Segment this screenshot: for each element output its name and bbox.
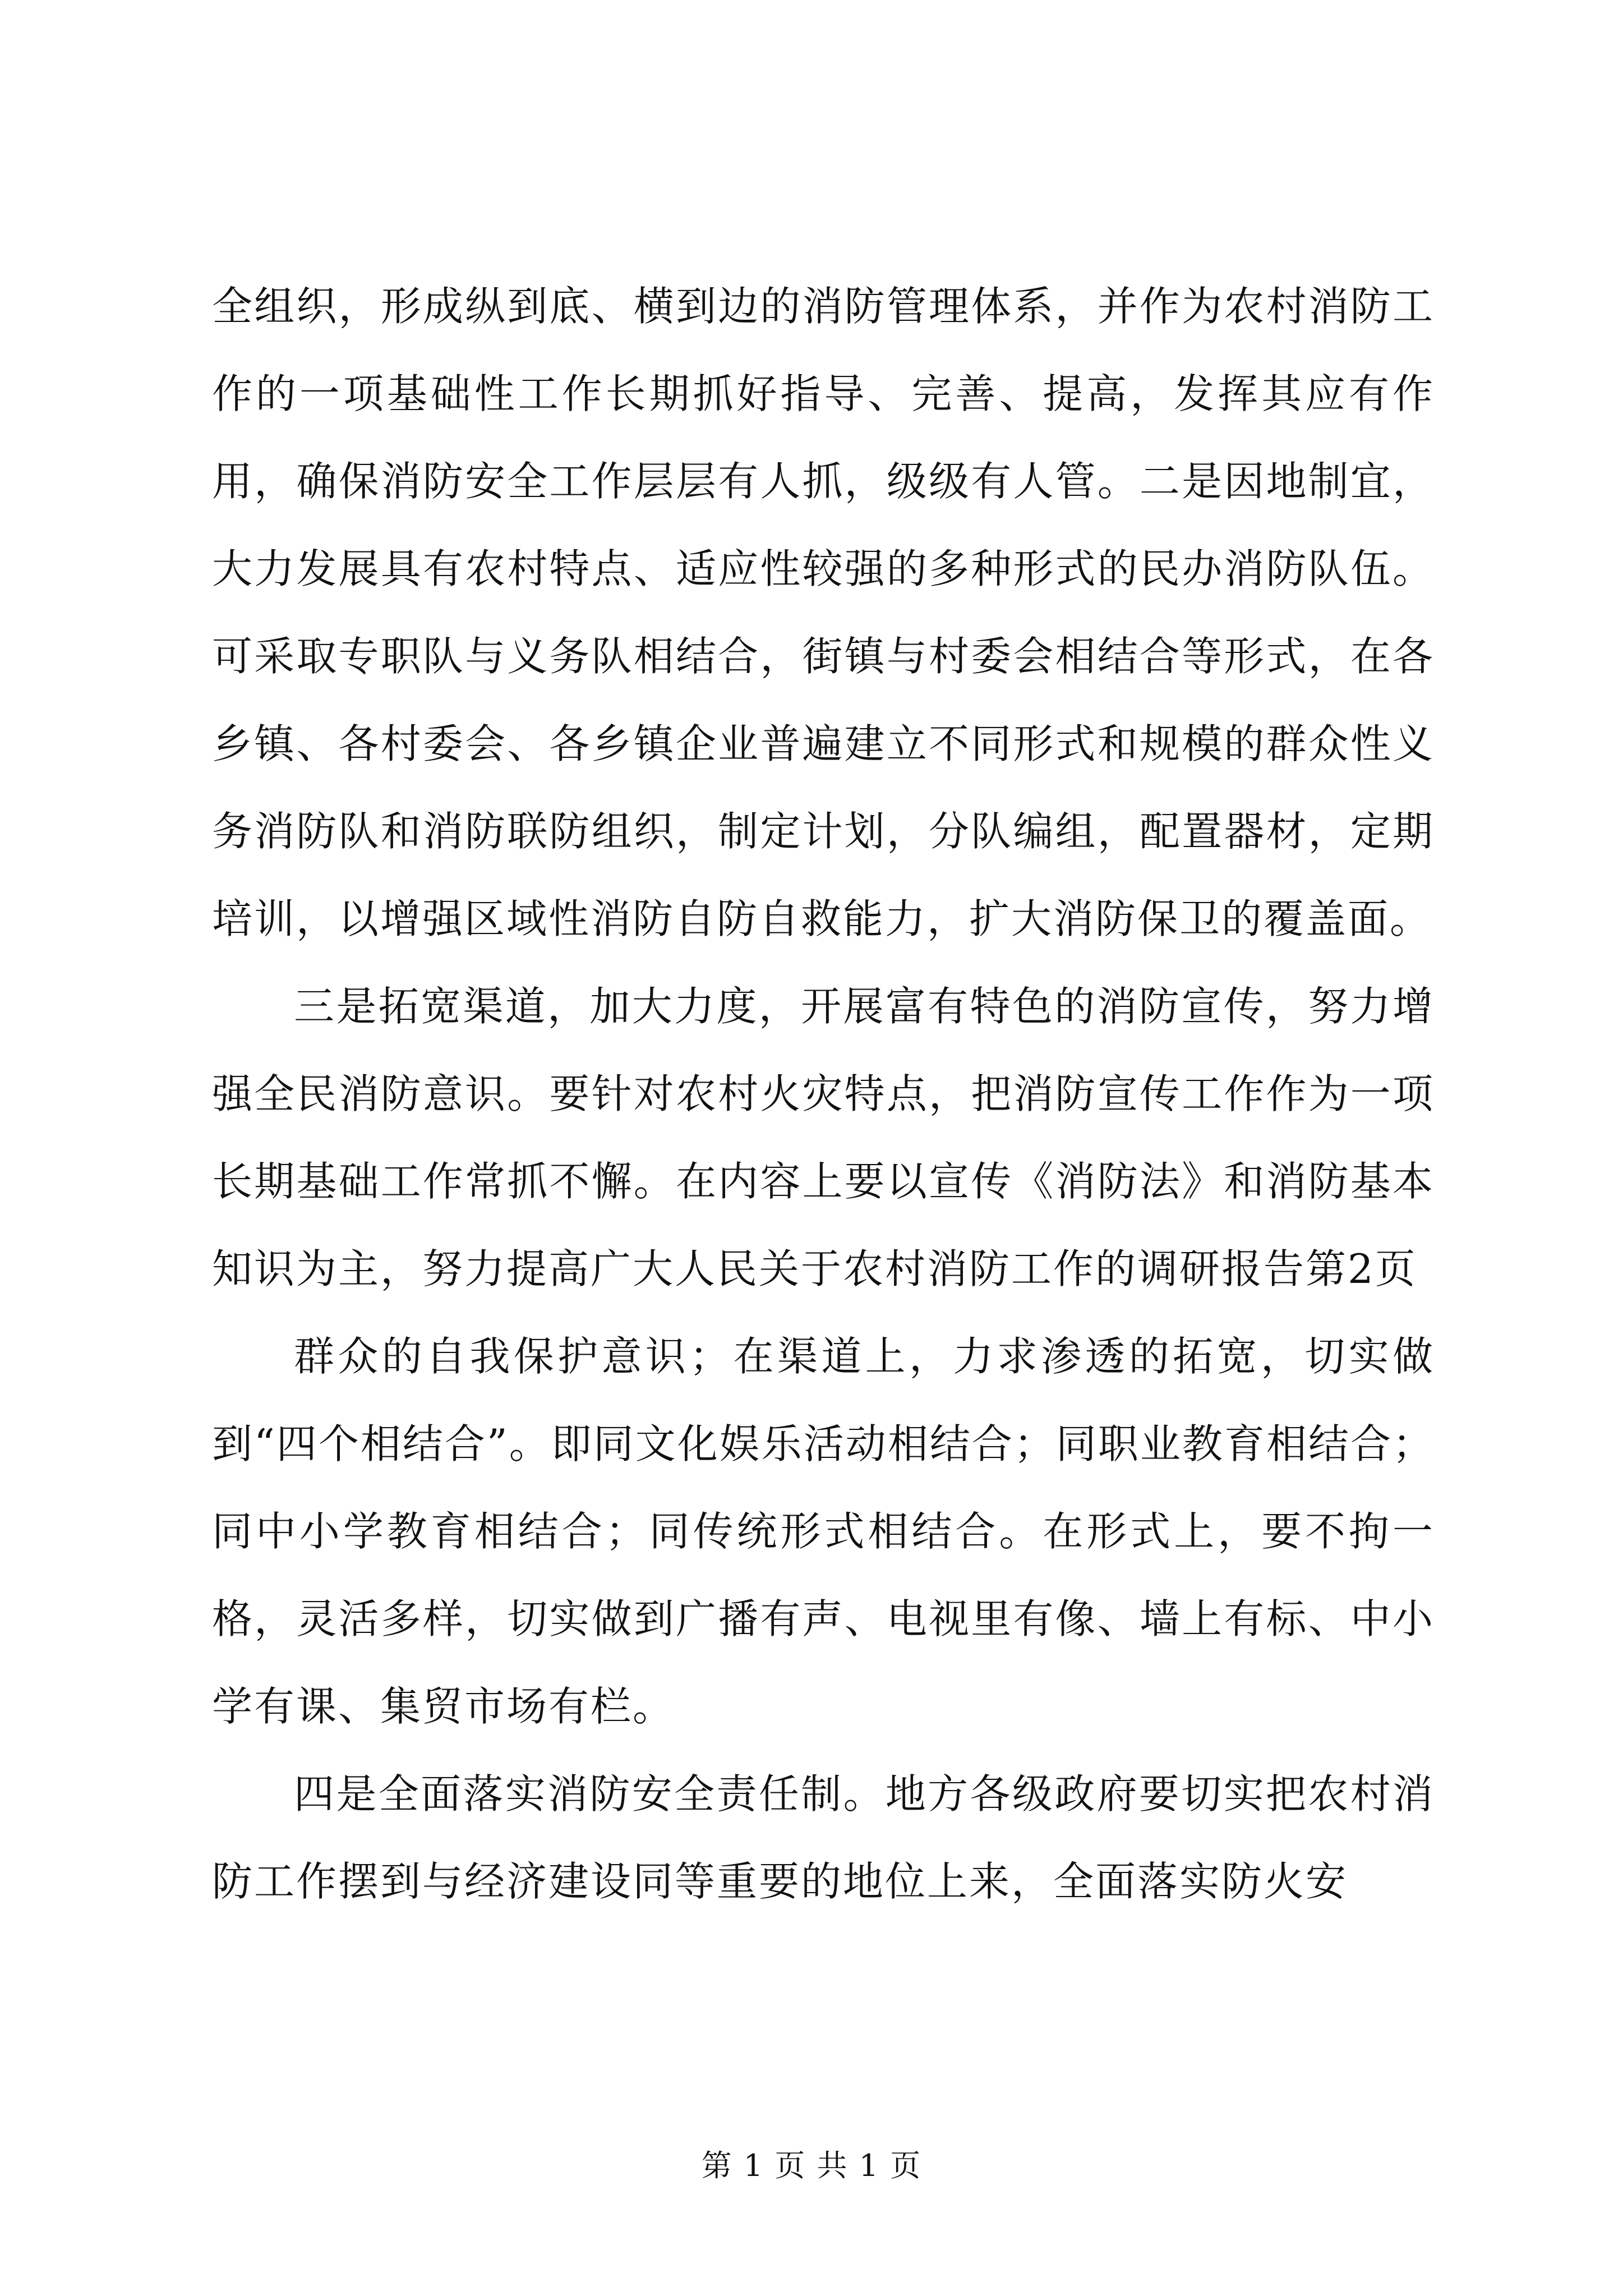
- document-body: [212, 263, 1435, 1925]
- paragraph-1: 全组织，形成纵到底、横到边的消防管理体系，并作为农村消防工作的一项基础性工作长期抓好指导、完善、提高，发挥其应有作用，确保消防安全工作层层有人抓，级级有人管。二是因地制宜，大力发展具有农村特点、适应性较强的多种形式的民办消防队伍。可采取专职队与义务队相结合，街镇与村委会相结合等形式，在各乡镇、各村委会、各乡镇企业普遍建立不同形式和规模的群众性义务消防队和消防联防组织，制定计划，分队编组，配置器材，定期培训，以增强区域性消防自防自救能力，扩大消防保卫的覆盖面。: [212, 283, 1435, 942]
- page-footer: 第 1 页 共 1 页: [701, 2148, 922, 2183]
- paragraph-2: 三是拓宽渠道，加大力度，开展富有特色的消防宣传，努力增强全民消防意识。要针对农村火灾特点，把消防宣传工作作为一项长期基础工作常抓不懈。在内容上要以宣传《消防法》和消防基本知识为主，努力提高广大人民关于农村消防工作的调研报告第2页: [212, 983, 1435, 1292]
- paragraph-3: 群众的自我保护意识；在渠道上，力求渗透的拓宽，切实做到“四个相结合”。即同文化娱乐活动相结合；同职业教育相结合；同中小学教育相结合；同传统形式相结合。在形式上，要不拘一格，灵活多样，切实做到广播有声、电视里有像、墙上有标、中小学有课、集贸市场有栏。: [212, 1333, 1435, 1730]
- paragraph-4: 四是全面落实消防安全责任制。地方各级政府要切实把农村消防工作摆到与经济建设同等重要的地位上来，全面落实防火安: [212, 1770, 1435, 1905]
